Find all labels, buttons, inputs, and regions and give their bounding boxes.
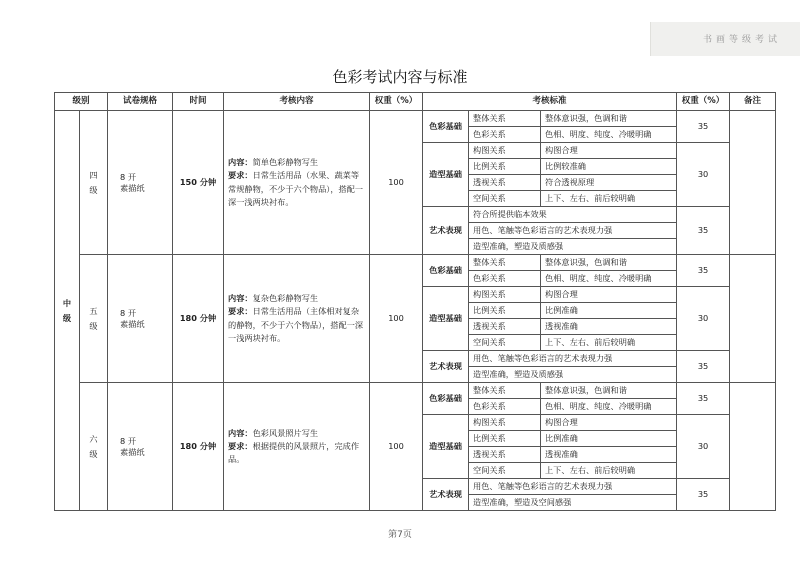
criterion-item: 色彩关系 — [469, 399, 541, 415]
col-weight: 权重（%） — [370, 93, 423, 111]
col-spec: 试卷规格 — [108, 93, 173, 111]
exam-weight: 100 — [370, 255, 423, 383]
content-text: 色彩风景照片写生 — [252, 427, 319, 438]
criterion-item: 构图关系 — [469, 415, 541, 431]
exam-time: 150 分钟 — [173, 111, 224, 255]
spec-size: 8 开 — [120, 308, 137, 319]
criterion-item: 色彩关系 — [469, 127, 541, 143]
criterion-standard: 用色、笔触等色彩语言的艺术表现力强 — [469, 223, 677, 239]
table-row — [55, 111, 776, 127]
criterion-standard: 透视准确 — [541, 319, 677, 335]
spec-paper: 素描纸 — [120, 182, 145, 193]
criterion-item: 整体关系 — [469, 255, 541, 271]
content-label: 内容： — [228, 427, 253, 438]
criterion-standard: 用色、笔触等色彩语言的艺术表现力强 — [469, 479, 677, 495]
criterion-standard: 构图合理 — [541, 287, 677, 303]
criterion-standard: 比例准确 — [541, 303, 677, 319]
exam-weight: 100 — [370, 383, 423, 511]
category-shape-basics: 造型基础 — [423, 415, 469, 479]
exam-content — [224, 383, 370, 511]
category-weight: 30 — [677, 415, 730, 479]
page-title: 色彩考试内容与标准 — [332, 68, 468, 86]
criterion-standard: 用色、笔触等色彩语言的艺术表现力强 — [469, 351, 677, 367]
criterion-item: 透视关系 — [469, 447, 541, 463]
criterion-standard: 上下、左右、前后较明确 — [541, 463, 677, 479]
grade-label: 六级 — [80, 383, 108, 511]
page-number: 第7页 — [388, 530, 412, 540]
standards-table — [54, 92, 776, 511]
criterion-standard: 符合透视原理 — [541, 175, 677, 191]
note-cell — [730, 255, 776, 383]
category-art-expression: 艺术表现 — [423, 351, 469, 383]
category-weight: 30 — [677, 287, 730, 351]
paper-spec — [108, 111, 173, 255]
header-text: 书画等级考试 — [702, 35, 781, 45]
criterion-standard: 构图合理 — [541, 143, 677, 159]
exam-time: 180 分钟 — [173, 383, 224, 511]
col-content: 考核内容 — [224, 93, 370, 111]
paper-spec — [108, 255, 173, 383]
category-shape-basics: 造型基础 — [423, 143, 469, 207]
criterion-standard: 整体意识强，色调和谐 — [541, 383, 677, 399]
col-level: 级别 — [55, 93, 108, 111]
criterion-standard: 整体意识强，色调和谐 — [541, 255, 677, 271]
criterion-item: 比例关系 — [469, 303, 541, 319]
criterion-item: 空间关系 — [469, 191, 541, 207]
criterion-standard: 造型准确，塑造及空间感强 — [469, 495, 677, 511]
requirement-text: 根据提供的风景照片，完成作品。 — [228, 440, 360, 465]
criterion-item: 构图关系 — [469, 143, 541, 159]
criterion-item: 整体关系 — [469, 111, 541, 127]
category-art-expression: 艺术表现 — [423, 207, 469, 255]
page-header-band — [650, 22, 800, 56]
category-weight: 35 — [677, 479, 730, 511]
note-cell — [730, 383, 776, 511]
exam-weight: 100 — [370, 111, 423, 255]
exam-content — [224, 111, 370, 255]
spec-paper: 素描纸 — [120, 318, 145, 329]
criterion-item: 比例关系 — [469, 431, 541, 447]
paper-spec — [108, 383, 173, 511]
col-standard: 考核标准 — [423, 93, 677, 111]
criterion-item: 构图关系 — [469, 287, 541, 303]
grade-label: 五级 — [80, 255, 108, 383]
requirement-label: 要求： — [228, 170, 253, 181]
content-label: 内容： — [228, 157, 253, 168]
category-shape-basics: 造型基础 — [423, 287, 469, 351]
criterion-item: 整体关系 — [469, 383, 541, 399]
exam-time: 180 分钟 — [173, 255, 224, 383]
criterion-standard: 色相、明度、纯度、冷暖明确 — [541, 127, 677, 143]
category-weight: 35 — [677, 255, 730, 287]
table-row — [55, 383, 776, 399]
category-color-basics: 色彩基础 — [423, 383, 469, 415]
level-main: 中级 — [55, 111, 80, 511]
criterion-item: 色彩关系 — [469, 271, 541, 287]
criterion-item: 比例关系 — [469, 159, 541, 175]
criterion-item: 空间关系 — [469, 463, 541, 479]
criterion-standard: 色相、明度、纯度、冷暖明确 — [541, 399, 677, 415]
criterion-item: 透视关系 — [469, 319, 541, 335]
col-time: 时间 — [173, 93, 224, 111]
category-color-basics: 色彩基础 — [423, 255, 469, 287]
criterion-standard: 比例较准确 — [541, 159, 677, 175]
note-cell — [730, 111, 776, 255]
table-row — [55, 255, 776, 271]
criterion-standard: 上下、左右、前后较明确 — [541, 335, 677, 351]
criterion-standard: 整体意识强，色调和谐 — [541, 111, 677, 127]
category-weight: 35 — [677, 351, 730, 383]
spec-size: 8 开 — [120, 172, 137, 183]
criterion-standard: 比例准确 — [541, 431, 677, 447]
content-label: 内容： — [228, 293, 253, 304]
requirement-label: 要求： — [228, 306, 253, 317]
criterion-standard: 符合所提供临本效果 — [469, 207, 677, 223]
category-weight: 35 — [677, 207, 730, 255]
requirement-label: 要求： — [228, 440, 253, 451]
category-weight: 35 — [677, 383, 730, 415]
requirement-text: 日常生活用品（主体相对复杂的静物，不少于六个物品），搭配一深一浅两块衬布。 — [228, 306, 364, 343]
requirement-text: 日常生活用品（水果、蔬菜等常规静物，不少于六个物品），搭配一深一浅两块衬布。 — [228, 170, 364, 207]
criterion-standard: 色相、明度、纯度、冷暖明确 — [541, 271, 677, 287]
criterion-standard: 透视准确 — [541, 447, 677, 463]
content-text: 复杂色彩静物写生 — [252, 293, 319, 304]
criterion-standard: 构图合理 — [541, 415, 677, 431]
content-text: 简单色彩静物写生 — [252, 157, 319, 168]
criterion-standard: 上下、左右、前后较明确 — [541, 191, 677, 207]
col-note: 备注 — [730, 93, 776, 111]
category-color-basics: 色彩基础 — [423, 111, 469, 143]
criterion-standard: 造型准确，塑造及质感强 — [469, 239, 677, 255]
criterion-standard: 造型准确，塑造及质感强 — [469, 367, 677, 383]
spec-paper: 素描纸 — [120, 446, 145, 457]
category-weight: 35 — [677, 111, 730, 143]
category-art-expression: 艺术表现 — [423, 479, 469, 511]
criterion-item: 空间关系 — [469, 335, 541, 351]
exam-content — [224, 255, 370, 383]
spec-size: 8 开 — [120, 436, 137, 447]
col-weight2: 权重（%） — [677, 93, 730, 111]
grade-label: 四级 — [80, 111, 108, 255]
criterion-item: 透视关系 — [469, 175, 541, 191]
category-weight: 30 — [677, 143, 730, 207]
